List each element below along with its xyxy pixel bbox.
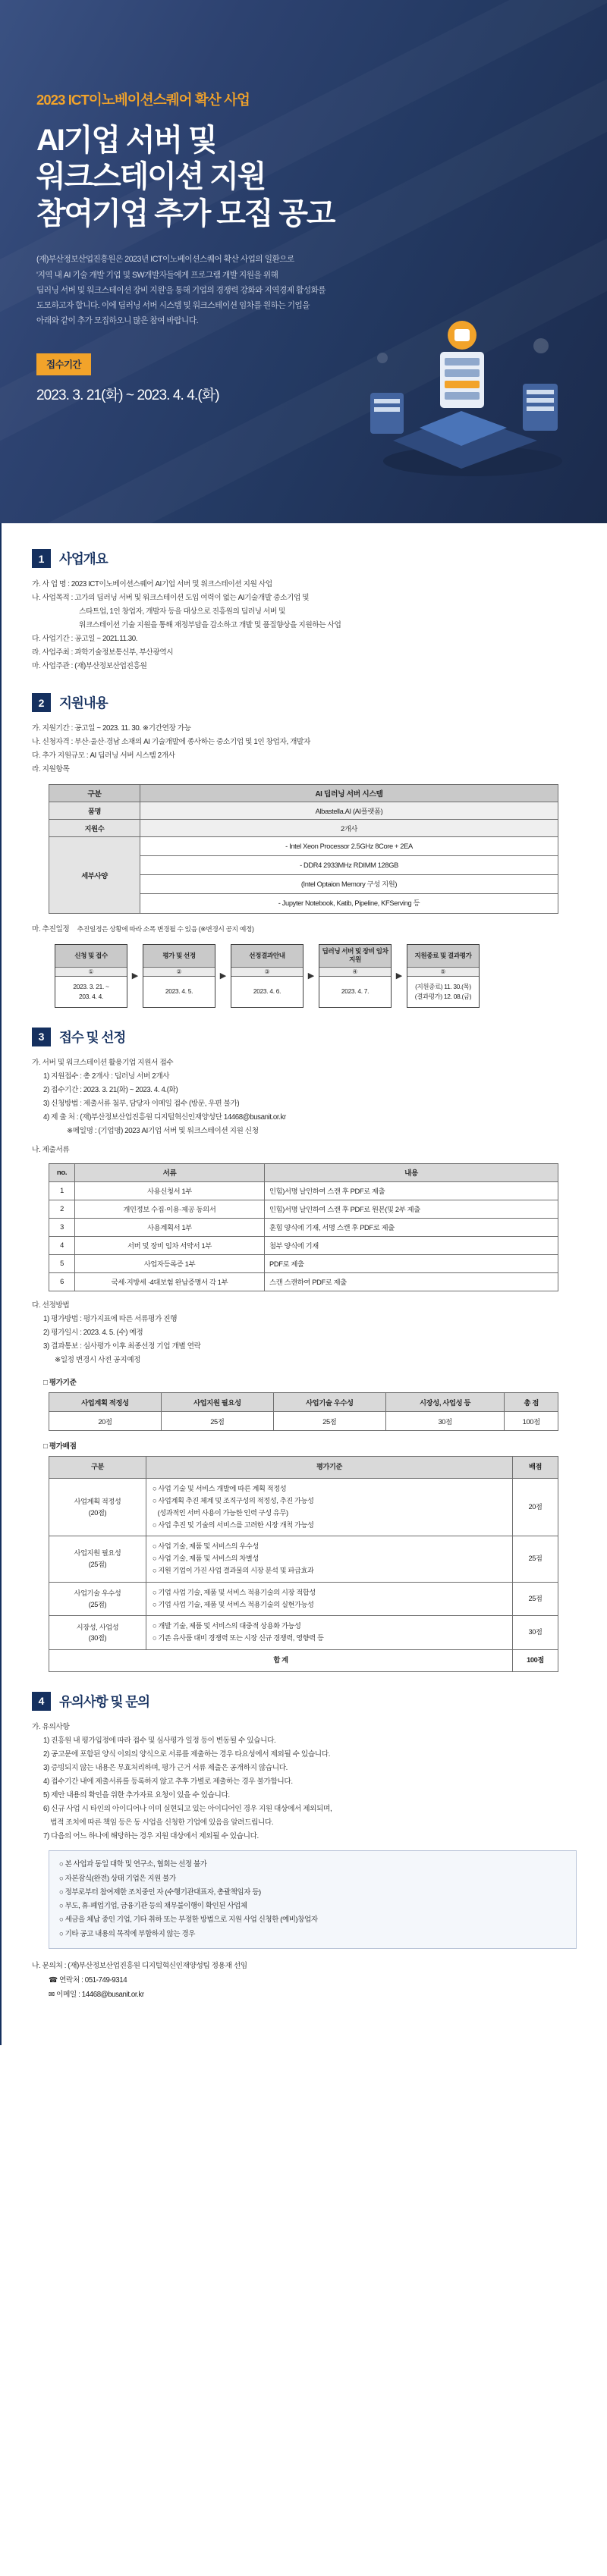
hero-desc-line: 아래와 같이 추가 모집하오니 많은 참여 바랍니다. (36, 316, 199, 326)
crit-category (49, 1582, 146, 1616)
flow-step-body (143, 977, 215, 1007)
section-application-selection (32, 1028, 577, 1672)
table-row (49, 836, 558, 855)
section-1-number: 1 (32, 549, 51, 568)
support-line: 라. 지원항목 (32, 765, 70, 774)
criteria-table (49, 1456, 558, 1672)
crit-item: ○ 기업 사업 기술, 제품 및 서비스 적용기술의 실현가능성 (153, 1600, 314, 1608)
flow-step-number: ④ (319, 968, 391, 977)
application-line: 2) 접수기간 : 2023. 3. 21(화) ~ 2023. 4. 4.(화) (43, 1085, 178, 1094)
selection-label: 다. 선정방법 (32, 1301, 70, 1310)
spec-detail-line: (Intel Optaion Memory 구성 지원) (140, 875, 558, 894)
hero-desc-line: '지역 내 AI 기술 개발 기업 및 SW개발자들에게 프로그램 개발 지원을 위해 (36, 270, 278, 280)
section-4-title: 유의사항 및 문의 (59, 1693, 150, 1709)
spec-detail-label: 세부사양 (49, 836, 140, 913)
table-row (49, 1200, 558, 1218)
table-header-row (49, 1393, 558, 1412)
spec-detail-line: - DDR4 2933MHz RDIMM 128GB (140, 855, 558, 874)
support-line: 가. 지원기간 : 공고일 ~ 2023. 11. 30. ※기간연장 가능 (32, 724, 191, 733)
doc-desc: 인힘)서명 날인하여 스캔 후 PDF로 제출 (265, 1181, 558, 1200)
doc-no: 4 (49, 1236, 75, 1254)
crit-category-points: (30점) (88, 1634, 107, 1643)
notice-line: 법적 조치에 따른 책임 등은 동 시업을 신청한 기업에 있음을 알려드립니다. (43, 1818, 274, 1828)
score-col-tech: 사업기술 우수성 (273, 1393, 385, 1412)
spec-value: Albastella.AI (AI플랫폼) (140, 802, 558, 819)
table-total-row (49, 1650, 558, 1672)
flow-date: 203. 4. 4. (79, 992, 103, 1000)
section-3-number: 3 (32, 1028, 51, 1046)
hero-eyebrow: 2023 ICT이노베이션스퀘어 확산 사업 (36, 92, 250, 108)
flow-step-title: 신청 및 접수 (55, 945, 127, 968)
crit-col-points: 배점 (513, 1457, 558, 1479)
notice-line: 1) 진흥원 내 평가입정에 따라 접수 및 심사평가 일정 등이 변동될 수 있습니다. (43, 1737, 276, 1745)
footer-spacer (32, 2022, 577, 2045)
crit-item: ○ 사업 기술 및 서비스 개발에 따른 계획 적정성 (153, 1485, 287, 1493)
overview-line: 라. 사업주최 : 과학기술정보통신부, 부산광역시 (32, 648, 174, 657)
schedule-label: 마. 추진일정 (32, 924, 70, 933)
table-row (49, 1582, 558, 1616)
application-period-date: 2023. 3. 21(화) ~ 2023. 4. 4.(화) (36, 387, 219, 403)
section-2-content (32, 722, 577, 777)
hero-desc-line: (재)부산정보산업진흥원은 2023년 ICT이노베이션스퀘어 확산 사업의 일환으로 (36, 255, 294, 265)
score-value: 25점 (161, 1412, 273, 1431)
crit-category-points: (25점) (88, 1600, 107, 1608)
table-row (49, 1181, 558, 1200)
application-line: 4) 제 출 처 : (재)부산정보산업진흥원 디지털혁신인재양성단 14468@busanit.or.kr (43, 1112, 286, 1122)
specification-table (49, 784, 558, 914)
documents-label: 나. 제출서류 (32, 1145, 70, 1154)
flow-arrow-icon: ▶ (307, 971, 315, 981)
page-title (36, 122, 607, 232)
score-value: 20점 (49, 1412, 162, 1431)
overview-line: 마. 사업주관 : (재)부산정보산업진흥원 (32, 662, 147, 671)
flow-step-2 (143, 944, 215, 1008)
exclusion-item: ○ 기타 공고 내용의 목적에 부합하지 않는 경우 (59, 1929, 196, 1938)
crit-category-name: 사업지원 필요성 (74, 1549, 121, 1558)
schedule-flow-diagram (55, 944, 577, 1008)
exclusion-item: ○ 부도, 휴·폐업기업, 금융기관 등의 채무불이행이 확인된 사업체 (59, 1902, 247, 1911)
overview-line: 가. 사 업 명 : 2023 ICT이노베이션스퀘어 AI기업 서버 및 워크스테이션 지원 사업 (32, 580, 272, 588)
hero-description (36, 252, 363, 329)
table-header-row (49, 784, 558, 802)
schedule-note: 추진일정은 상황에 따라 소폭 변경될 수 있음 (※변경시 공지 예정) (77, 924, 254, 933)
crit-item: ○ 개발 기술, 제품 및 서비스의 대중적 상용화 가능성 (153, 1622, 301, 1630)
flow-step-body (231, 977, 303, 1007)
application-line: 가. 서버 및 워크스테이션 활용기업 지원서 접수 (32, 1058, 174, 1067)
crit-category-name: 사업계획 적정성 (74, 1497, 121, 1505)
notice-line: 5) 제안 내용의 확인을 위한 추가자료 요청이 있을 수 있습니다. (43, 1791, 230, 1800)
doc-no: 2 (49, 1200, 75, 1218)
score-col-plan: 사업계획 적정성 (49, 1393, 162, 1412)
crit-items (146, 1479, 513, 1536)
section-4-header (32, 1692, 577, 1711)
flow-step-number: ⑤ (407, 968, 479, 977)
overview-line: 워크스테이션 기술 지원을 통해 재정부담을 감소하고 개발 및 품질향상을 지원하는 사업 (79, 621, 341, 630)
exclusion-item: ○ 본 사업과 동일 대학 및 연구소, 협회는 선정 불가 (59, 1860, 207, 1869)
contact-phone[interactable]: ☎ 연락처 : 051-749-9314 (49, 1975, 127, 1985)
evaluation-standard-label: □ 평가기준 (43, 1379, 77, 1388)
application-line: 1) 지원접수 : 총 2개사 : 딥러닝 서버 2개사 (43, 1072, 170, 1081)
section-3-header (32, 1028, 577, 1046)
spec-value: 2개사 (140, 819, 558, 836)
hero-banner (0, 0, 607, 523)
section-notices-inquiries (32, 1692, 577, 2003)
doc-no: 5 (49, 1254, 75, 1272)
section-2-header (32, 693, 577, 712)
flow-step-body (407, 977, 479, 1007)
crit-category-points: (25점) (88, 1561, 107, 1569)
overview-line: 나. 사업목적 : 고가의 딥러닝 서버 및 워크스테이션 도입 여력이 없는 AI기술개발 중소기업 및 (32, 594, 310, 603)
section-3-title: 접수 및 선정 (59, 1029, 126, 1045)
crit-category (49, 1479, 146, 1536)
support-line: 다. 추가 지원규모 : AI 딥러닝 서버 시스템 2개사 (32, 751, 175, 761)
crit-item: ○ 사업 추진 및 기술의 서비스를 고려한 시장 개척 가능성 (153, 1520, 314, 1529)
exclusion-item: ○ 자본잠식(완전) 상태 기업은 지원 불가 (59, 1874, 176, 1883)
flow-step-5 (407, 944, 480, 1008)
crit-points: 20점 (513, 1479, 558, 1536)
flow-arrow-icon: ▶ (131, 971, 139, 981)
doc-no: 6 (49, 1272, 75, 1291)
doc-col-no: no. (49, 1163, 75, 1181)
score-col-need: 사업지원 필요성 (161, 1393, 273, 1412)
flow-arrow-icon: ▶ (395, 971, 403, 981)
crit-item: ○ 사업 기술, 제품 및 서비스의 차별성 (153, 1555, 259, 1563)
section-3-application-lines (32, 1056, 577, 1157)
section-1-header (32, 549, 577, 568)
crit-items (146, 1616, 513, 1650)
doc-name: 국세·지방세 ·4대보험 완납증명서 각 1부 (75, 1272, 265, 1291)
crit-category (49, 1616, 146, 1650)
spec-col-category: 구분 (49, 784, 140, 802)
hero-desc-line: 도모하고자 합니다. 이에 딥러닝 서버 시스템 및 워크스테이션 임차를 원하는 기업을 (36, 301, 310, 311)
contact-label: 나. 문의처 : (재)부산정보산업진흥원 디지털혁신인재양성팀 정용재 선임 (32, 1961, 247, 1970)
doc-desc: 인힘)서명 날인하여 스캔 후 PDF로 원본(및 2부 제출 (265, 1200, 558, 1218)
title-line-3: 참여기업 추가 모집 공고 (36, 196, 335, 231)
score-summary-table (49, 1392, 558, 1431)
selection-line: 3) 결과통보 : 심사평가 이후 최종선정 기업 개별 연락 (43, 1342, 201, 1351)
application-period-badge: 접수기간 (36, 353, 91, 375)
overview-line: 스타트업, 1인 창업자, 개발자 등을 대상으로 진흥원의 딥러닝 서버 및 (79, 607, 286, 617)
flow-step-title: 지원종료 및 결과평가 (407, 945, 479, 968)
selection-line: ※일정 변경시 사전 공지예정 (55, 1356, 141, 1365)
flow-step-1 (55, 944, 127, 1008)
notice-line: 2) 공고문에 포함된 양식 이외의 양식으로 서류를 제출하는 경우 타요성에서 제외될 수 있습니다. (43, 1750, 331, 1759)
table-row (49, 819, 558, 836)
table-header-row (49, 1163, 558, 1181)
flow-step-number: ③ (231, 968, 303, 977)
flow-date: 2023. 4. 7. (341, 987, 370, 996)
flow-arrow-icon: ▶ (219, 971, 227, 981)
crit-total-label: 합 계 (49, 1650, 513, 1672)
table-header-row (49, 1457, 558, 1479)
notice-label: 가. 유의사항 (32, 1722, 70, 1731)
flow-step-title: 선정결과안내 (231, 945, 303, 968)
flow-step-4 (319, 944, 392, 1008)
table-row (49, 1536, 558, 1582)
section-1-title: 사업개요 (59, 551, 108, 566)
crit-total-points: 100점 (513, 1650, 558, 1672)
table-row (49, 1616, 558, 1650)
crit-col-category: 구분 (49, 1457, 146, 1479)
table-row (49, 802, 558, 819)
table-row (49, 1272, 558, 1291)
spec-detail-line: - Jupyter Notebook, Katib, Pipeline, KFServing 등 (140, 894, 558, 913)
application-line: ※메일명 : (기업명) 2023 AI기업 서버 및 워크스테이션 지원 신청 (67, 1126, 259, 1135)
crit-item: (성과적인 서버 사용이 가능한 인력 구성 유무) (153, 1508, 288, 1517)
spec-col-system: AI 딥러닝 서버 시스템 (140, 784, 558, 802)
doc-name: 사업자등록증 1부 (75, 1254, 265, 1272)
exclusion-item: ○ 정부로부터 참여제한 조치중인 자 (수행기관대표자, 총괄책임자 등) (59, 1887, 261, 1897)
crit-category-name: 사업기술 우수성 (74, 1589, 121, 1597)
notice-line: 4) 접수기간 내에 제출서류를 등록하지 않고 추후 가별로 제출하는 경우 불가합니다. (43, 1777, 293, 1787)
doc-col-name: 서류 (75, 1163, 265, 1181)
section-2-number: 2 (32, 693, 51, 712)
exclusion-criteria-box (49, 1850, 577, 1948)
notice-line: 3) 증빙되지 않는 내용은 무효처리하며, 평가 근거 서류 제출은 공개하지 않습니다. (43, 1764, 288, 1773)
doc-no: 1 (49, 1181, 75, 1200)
hero-desc-line: 딥러닝 서버 및 워크스테이션 장비 지원'을 통해 기업의 경쟁력 강화와 지역경제 활성화를 (36, 285, 326, 295)
crit-category-name: 시장성, 사업성 (76, 1623, 119, 1631)
crit-item: ○ 기업 사업 기술, 제품 및 서비스 적용기술의 시장 적합성 (153, 1588, 316, 1596)
table-row (49, 1254, 558, 1272)
table-row (49, 1412, 558, 1431)
title-line-2: 워크스테이션 지원 (36, 160, 266, 194)
selection-line: 1) 평가방법 : 평가지표에 따른 서류평가 진행 (43, 1315, 178, 1323)
doc-desc: 첨부 양식에 기재 (265, 1236, 558, 1254)
doc-no: 3 (49, 1218, 75, 1236)
notice-line: 7) 다음의 어느 하나에 해당하는 경우 지원 대상에서 제외될 수 있습니다. (43, 1832, 259, 1841)
schedule-heading (32, 923, 577, 937)
flow-step-body (55, 977, 127, 1007)
overview-line: 다. 사업기간 : 공고일 ~ 2021.11.30. (32, 635, 138, 644)
crit-items (146, 1536, 513, 1582)
section-business-overview (32, 549, 577, 673)
flow-date: (결과평가) 12. 08.(금) (414, 992, 472, 1000)
flow-date: 2023. 4. 6. (253, 987, 281, 996)
flow-date: 2023. 4. 5. (165, 987, 193, 996)
score-value: 100점 (505, 1412, 558, 1431)
doc-col-desc: 내용 (265, 1163, 558, 1181)
doc-desc: 훈힘 양식에 기재, 서명 스캔 후 PDF로 제출 (265, 1218, 558, 1236)
section-1-content (32, 578, 577, 673)
doc-name: 서버 및 장비 임차 서약서 1부 (75, 1236, 265, 1254)
crit-item: ○ 기존 유사품 대비 경쟁력 또는 시장 신규 경쟁력, 영향력 등 (153, 1634, 324, 1643)
crit-item: ○ 사업계획 추진 체계 및 조직구성의 적정성, 추진 가능성 (153, 1496, 314, 1504)
crit-col-standard: 평가기준 (146, 1457, 513, 1479)
crit-item: ○ 사업 기술, 제품 및 서비스의 우수성 (153, 1542, 259, 1551)
notice-line: 6) 신규 사업 시 타인의 아이디어나 이미 실현되고 있는 아이디어인 경우 지원 대상에서 제외되며, (43, 1805, 332, 1814)
application-line: 3) 신청방법 : 제출서류 첨부, 담당자 이메일 접수 (방문, 우편 불가) (43, 1099, 240, 1108)
spec-label: 지원수 (49, 819, 140, 836)
spec-detail-line: - Intel Xeon Processor 2.5GHz 8Core + 2EA (140, 836, 558, 855)
table-row (49, 1479, 558, 1536)
selection-line: 2) 평가일시 : 2023. 4. 5. (수) 예정 (43, 1329, 143, 1338)
crit-points: 25점 (513, 1582, 558, 1616)
exclusion-item: ○ 세금을 체납 중인 기업, 기타 취하 또는 부정한 방법으로 지원 사업 신청한 (예비)창업자 (59, 1916, 318, 1925)
doc-name: 개인정보 수집·이용·제공 동의서 (75, 1200, 265, 1218)
support-line: 나. 신청자격 : 부산·울산·경남 소재의 AI 기술개발에 종사하는 중소기업 및 1인 창업자, 개발자 (32, 738, 310, 747)
document-body (0, 523, 607, 2045)
contact-block (32, 1959, 577, 2003)
section-4-number: 4 (32, 1692, 51, 1711)
doc-desc: PDF로 제출 (265, 1254, 558, 1272)
table-row (49, 1236, 558, 1254)
title-line-1: AI기업 서버 및 (36, 124, 216, 157)
flow-step-title: 딥러닝 서버 및 장비 임차지원 (319, 945, 391, 968)
score-col-market: 시장성, 사업성 등 (385, 1393, 505, 1412)
doc-desc: 스캔 스캔하여 PDF로 제출 (265, 1272, 558, 1291)
flow-date: 2023. 3. 21. ~ (73, 983, 109, 991)
documents-table (49, 1163, 558, 1291)
crit-item: ○ 지원 기업이 가진 사업 결과물의 시장 분석 및 파급효과 (153, 1566, 314, 1574)
doc-name: 사용신청서 1부 (75, 1181, 265, 1200)
score-value: 30점 (385, 1412, 505, 1431)
section-2-title: 지원내용 (59, 695, 108, 711)
selection-method-block (32, 1299, 577, 1367)
flow-step-3 (231, 944, 304, 1008)
section-4-notices (32, 1721, 577, 1843)
table-row (49, 1218, 558, 1236)
doc-name: 사용계획서 1부 (75, 1218, 265, 1236)
contact-email[interactable]: ✉ 이메일 : 14468@busanit.or.kr (49, 1990, 144, 1999)
crit-points: 25점 (513, 1536, 558, 1582)
flow-step-number: ① (55, 968, 127, 977)
crit-category-points: (20점) (88, 1508, 107, 1517)
flow-step-number: ② (143, 968, 215, 977)
flow-step-title: 평가 및 선정 (143, 945, 215, 968)
flow-date: (지원종료) 11. 30.(목) (415, 983, 471, 991)
crit-points: 30점 (513, 1616, 558, 1650)
evaluation-points-label: □ 평가배점 (43, 1442, 77, 1451)
crit-items (146, 1582, 513, 1616)
score-col-total: 총 점 (505, 1393, 558, 1412)
score-value: 25점 (273, 1412, 385, 1431)
flow-step-body (319, 977, 391, 1007)
spec-label: 품명 (49, 802, 140, 819)
section-support-details (32, 693, 577, 1007)
crit-category (49, 1536, 146, 1582)
